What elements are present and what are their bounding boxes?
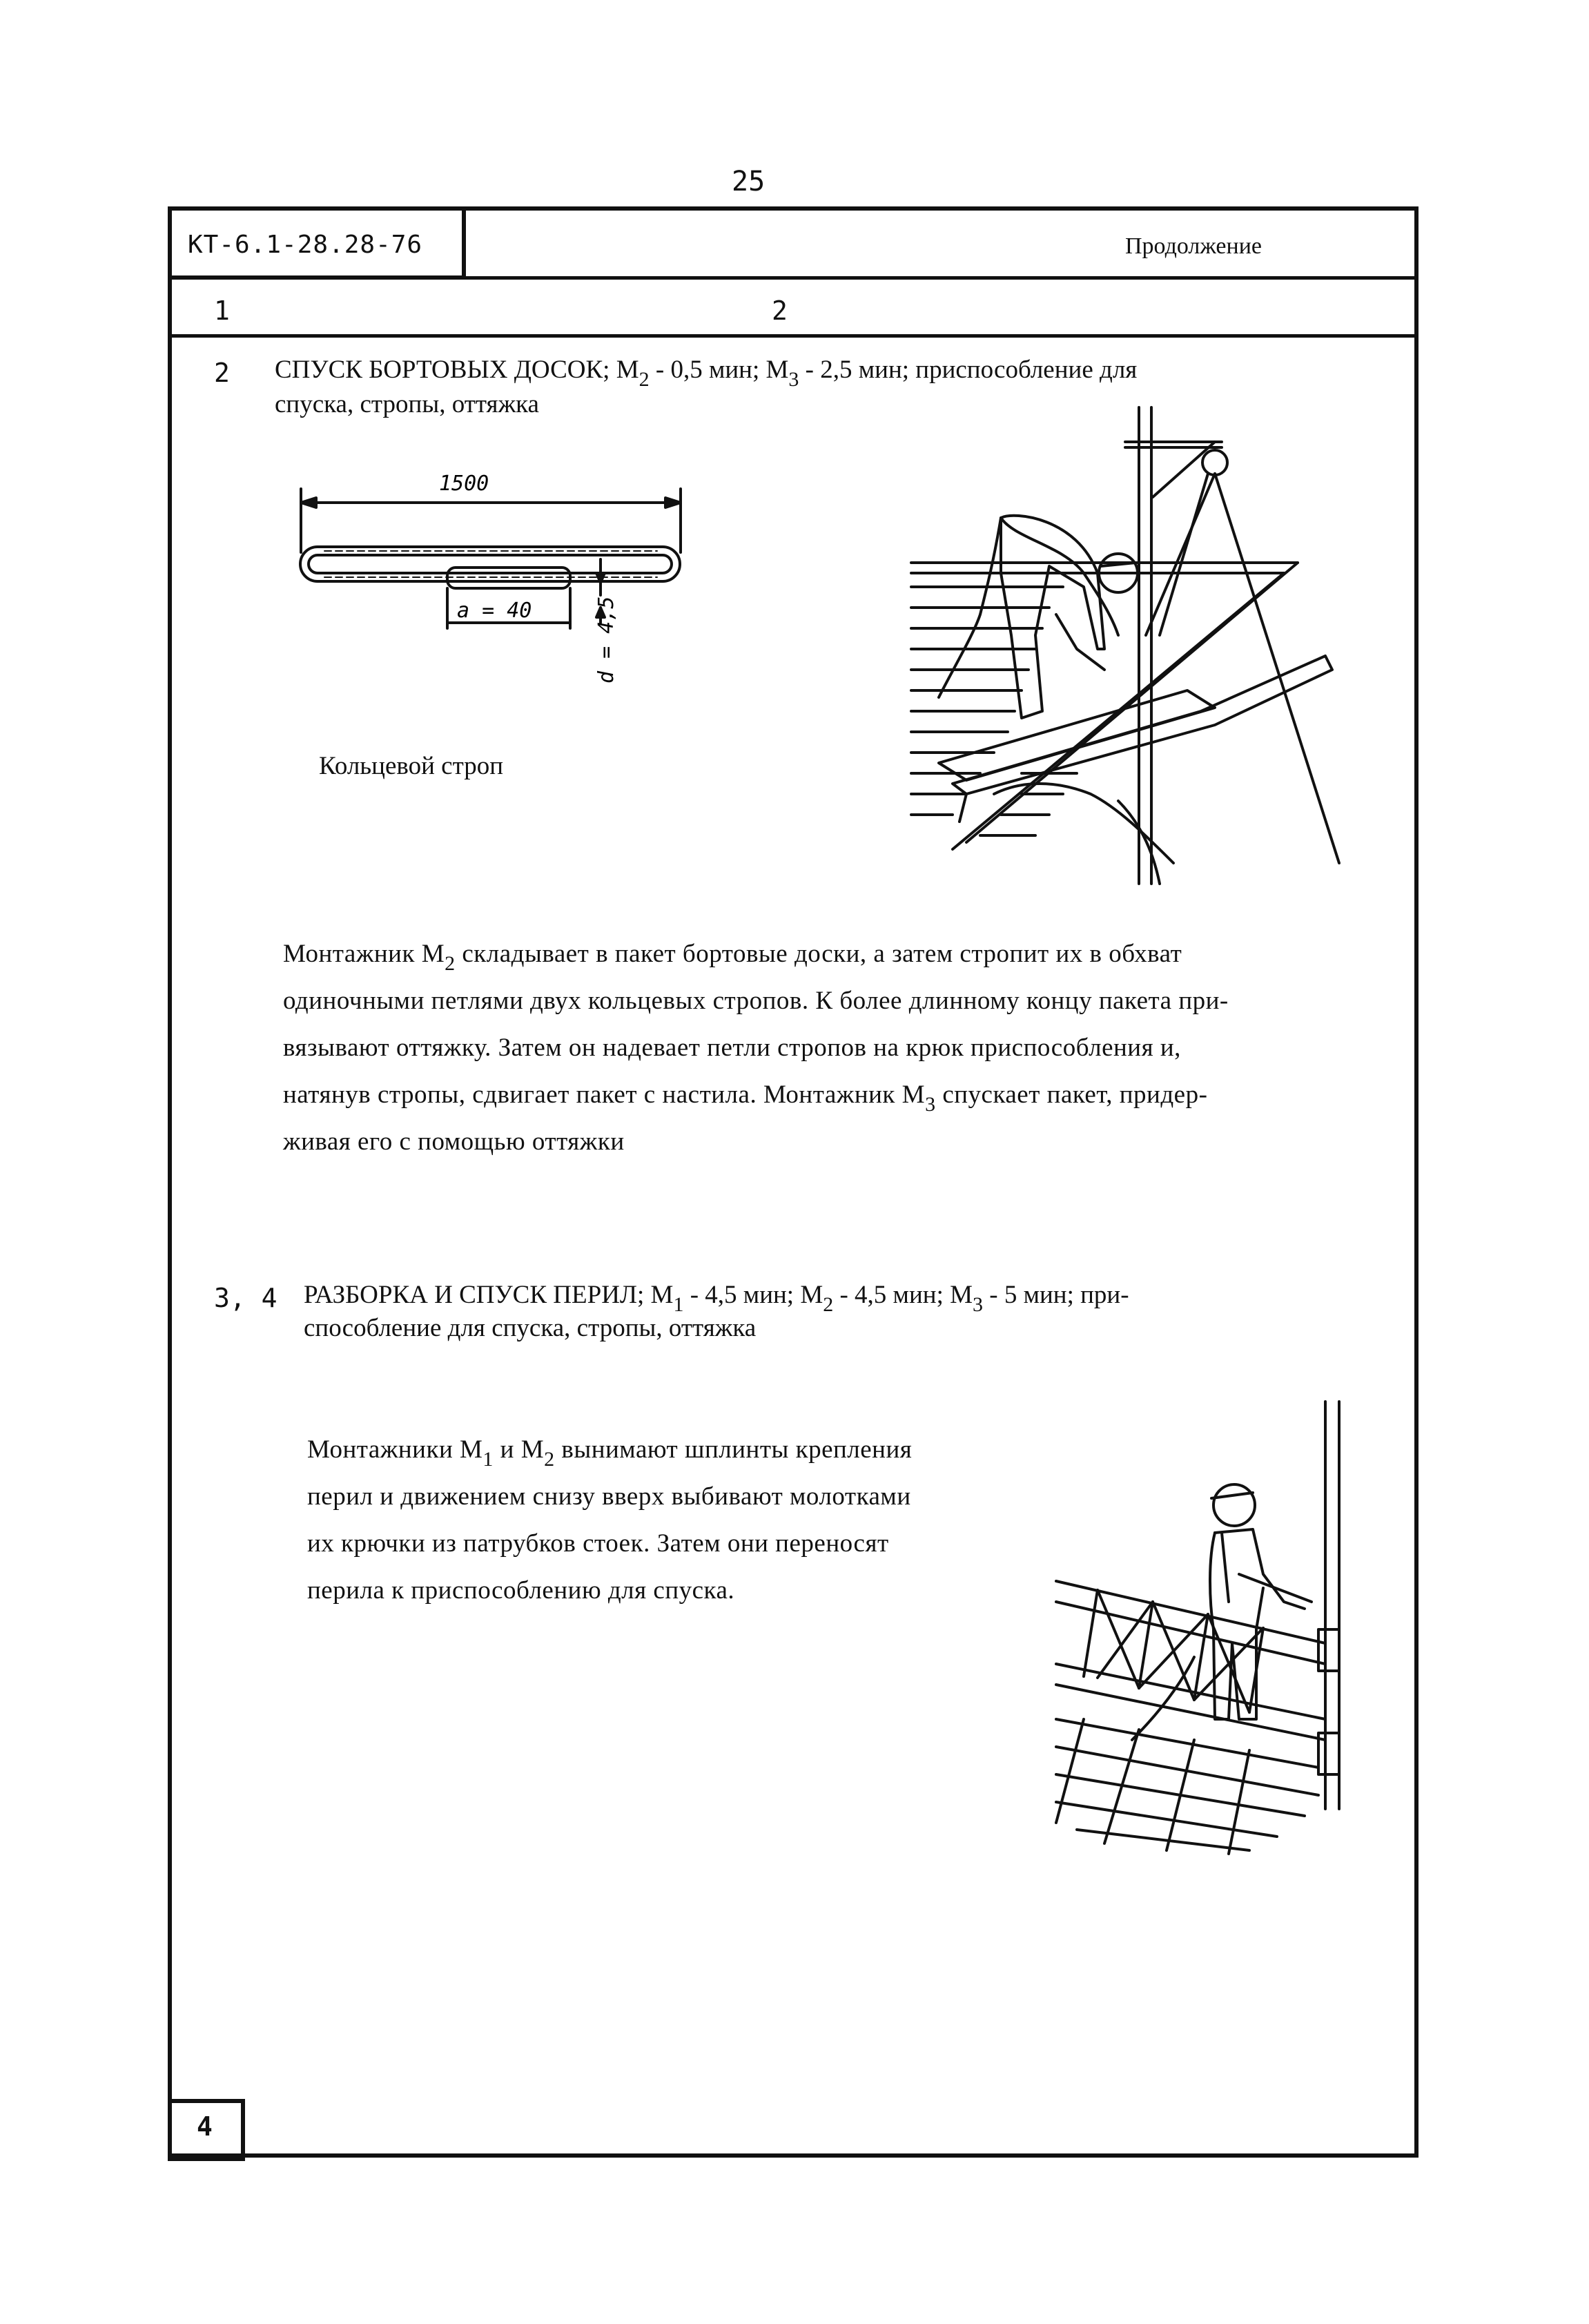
ring-sling-drawing <box>276 469 704 704</box>
row-1-paragraph-line-1 <box>283 931 1182 979</box>
r2-m2-subscript: 2 <box>823 1293 834 1316</box>
row-2-paragraph-line-4: перила к приспособлению для спуска. <box>307 1576 735 1605</box>
r2-m3-time: - 5 мин; при- <box>983 1281 1129 1309</box>
r2-m3-label: М <box>950 1281 973 1309</box>
column-header-divider <box>168 334 1419 338</box>
p4-end: спускает пакет, придер- <box>935 1081 1208 1109</box>
p4-subscript: 3 <box>925 1093 936 1116</box>
column-2-header: 2 <box>772 296 788 326</box>
row-2-paragraph-line-1 <box>307 1426 912 1475</box>
column-1-header: 1 <box>214 296 230 326</box>
sling-d-label: d = 4,5 <box>594 596 618 684</box>
q1-end: вынимают шплинты крепления <box>554 1435 913 1464</box>
m3-subscript: 3 <box>788 368 799 391</box>
sheet-number: 4 <box>197 2111 213 2142</box>
m2-subscript: 2 <box>638 368 650 391</box>
row-2-number: 3, 4 <box>214 1283 277 1313</box>
row-1-title: СПУСК БОРТОВЫХ ДОСОК; <box>275 356 610 384</box>
row-2-heading <box>304 1279 1129 1316</box>
m2-time: - 0,5 мин; <box>649 356 760 384</box>
r2-m1-time: - 4,5 мин; <box>683 1281 794 1309</box>
sling-a-label: a = 40 <box>457 599 532 623</box>
m3-label: М <box>766 356 789 384</box>
row-1-heading-line2: спуска, стропы, оттяжка <box>275 390 539 418</box>
q1-start: Монтажники М <box>307 1435 483 1464</box>
row-2-title: РАЗБОРКА И СПУСК ПЕРИЛ; <box>304 1281 645 1309</box>
row-1-heading <box>275 354 1138 391</box>
continued-label: Продолжение <box>1125 233 1263 259</box>
row-1-paragraph-line-4 <box>283 1072 1207 1120</box>
row-2-heading-line2: способление для спуска, стропы, оттяжка <box>304 1314 757 1342</box>
p1-end: складывает в пакет бортовые доски, а затем стропит их в обхват <box>455 940 1182 968</box>
m3-time: - 2,5 мин; приспособление для <box>799 356 1138 384</box>
row-1-paragraph-line-3: вязывают оттяжку. Затем он надевает петли стропов на крюк приспособления и, <box>283 1034 1181 1062</box>
q1-mid: и М <box>493 1435 545 1464</box>
r2-m2-label: М <box>800 1281 823 1309</box>
r2-m3-subscript: 3 <box>973 1293 984 1316</box>
ring-sling-caption: Кольцевой строп <box>319 752 504 780</box>
r2-m1-label: М <box>650 1281 674 1309</box>
m2-label: М <box>616 356 639 384</box>
doc-code: КТ-6.1-28.28-76 <box>188 231 423 259</box>
r2-m1-subscript: 1 <box>673 1293 684 1316</box>
p1-subscript: 2 <box>445 952 456 975</box>
q1-subscript-1: 1 <box>482 1448 494 1471</box>
row-1-number: 2 <box>214 358 230 388</box>
page-number: 25 <box>732 166 766 197</box>
railing-dismantling-illustration <box>1056 1395 1401 1864</box>
row-2-paragraph-line-3: их крючки из патрубков стоек. Затем они переносят <box>307 1529 889 1558</box>
sling-length-label: 1500 <box>439 472 489 496</box>
row-2-paragraph-line-2: перил и движением снизу вверх выбивают молотками <box>307 1482 911 1511</box>
q1-subscript-2: 2 <box>544 1448 555 1471</box>
lowering-boards-illustration <box>911 407 1394 904</box>
row-1-paragraph-line-2: одиночными петлями двух кольцевых стропов. К более длинному концу пакета при- <box>283 987 1229 1015</box>
p4-start: натянув стропы, сдвигает пакет с настила. Монтажник М <box>283 1081 926 1109</box>
row-1-paragraph-line-5: живая его с помощью оттяжки <box>283 1127 625 1156</box>
p1-start: Монтажник М <box>283 940 445 968</box>
r2-m2-time: - 4,5 мин; <box>833 1281 944 1309</box>
header-divider <box>168 276 1419 280</box>
